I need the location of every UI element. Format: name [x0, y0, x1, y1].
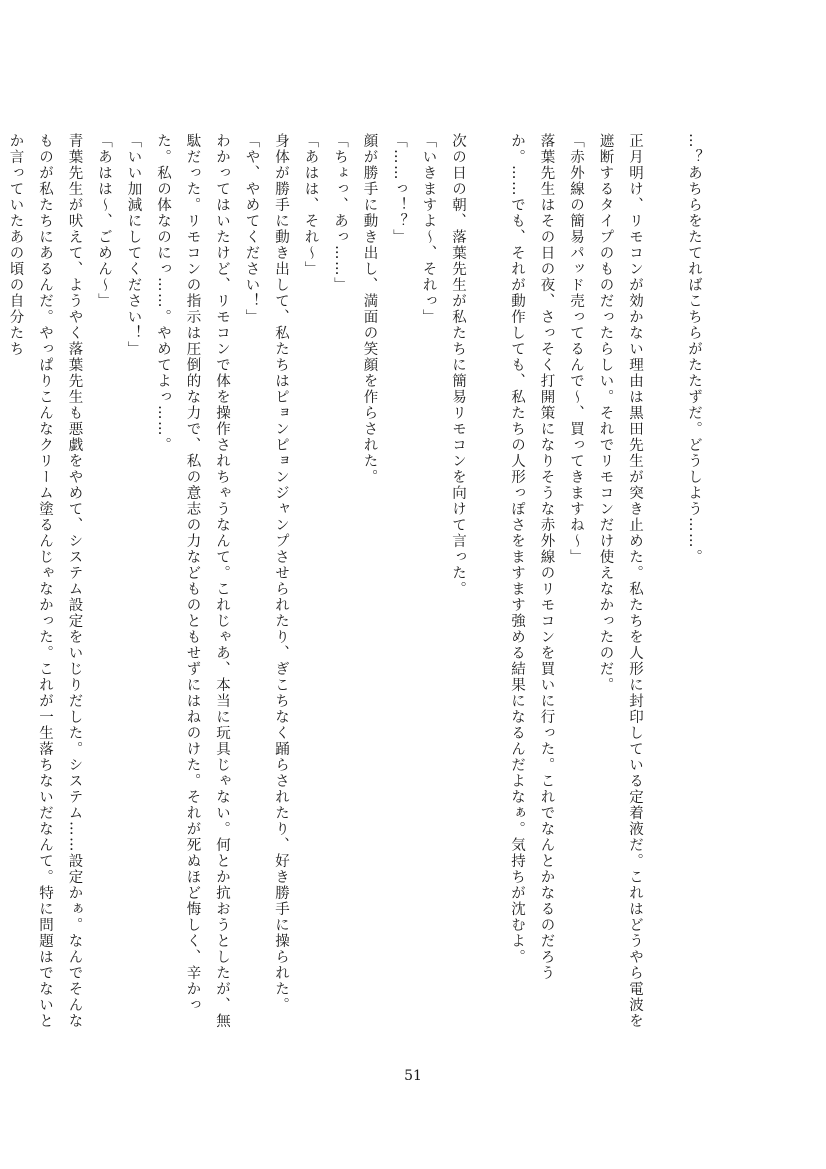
dialogue-line: 「ちょっ、あっ……」 — [332, 133, 348, 293]
paragraph-break — [472, 133, 502, 1043]
paragraph: 次の日の朝、落葉先生が私たちに簡易リモコンを向けて言った。 — [450, 133, 466, 597]
paragraph: …？あちらをたてればこちらがたたずだ。どうしよう……。 — [686, 133, 702, 565]
dialogue-line: 「あはは〜、ごめん〜」 — [96, 133, 112, 309]
paragraph: 青葉先生が吠えて、ようやく落葉先生も悪戯をやめて、システム設定をいじりだした。システム……設定かぁ。なんでそんなものが私たちにあるんだ。やっぱりこんなクリーム塗るんじゃなかった。これが一生落ちないだなんて。特に問題はでないとか言っていたあの頃の自分たち — [7, 133, 83, 1029]
page-number: 51 — [404, 1068, 422, 1084]
dialogue-line: 「いきますよ〜、それっ」 — [420, 133, 437, 325]
paragraph: 顔が勝手に動き出し、満面の笑顔を作らされた。 — [361, 133, 378, 485]
paragraph: 正月明け、リモコンが効かない理由は黒田先生が突き止めた。私たちを人形に封印している定着液だ。これはどうやら電波を遮断するタイプのものだったらしい。それでリモコンだけ使えなかったのだ。 — [597, 133, 643, 1029]
dialogue-line: 「や、やめてください！」 — [243, 133, 260, 325]
paragraph: わかってはいたけど、リモコンで体を操作されちゃうなんて。これじゃあ、本当に玩具じゃない。何とか抗おうとしたが、無駄だった。リモコンの指示は圧倒的な力で、私の意志の力などものともせずにはねのけた。それが死ぬほど悔しく、辛かった。私の体なのにっ……。やめてよっ……。 — [155, 133, 230, 1029]
paragraph: 落葉先生はその日の夜、さっそく打開策になりそうな赤外線のリモコンを買いに行った。これでなんとかなるのだろうか。……でも、それが動作しても、私たちの人形っぽさをますます強める結果になるんだよなぁ。気持ちが沈むよ。 — [509, 133, 555, 981]
paragraph: 身体が勝手に動き出して、私たちはピョンピョンジャンプさせられたり、ぎこちなく踊らされたり、好き勝手に操られた。 — [273, 133, 289, 1013]
dialogue-line: 「赤外線の簡易パッド売ってるんで〜、買ってきますね〜」 — [568, 133, 584, 565]
dialogue-line: 「あはは、それ〜」 — [302, 133, 319, 277]
paragraph-break — [649, 133, 679, 1043]
dialogue-line: 「いい加減にしてください！」 — [125, 133, 142, 357]
dialogue-line: 「……っ！？」 — [391, 133, 407, 245]
vertical-body-text — [7, 133, 708, 1043]
